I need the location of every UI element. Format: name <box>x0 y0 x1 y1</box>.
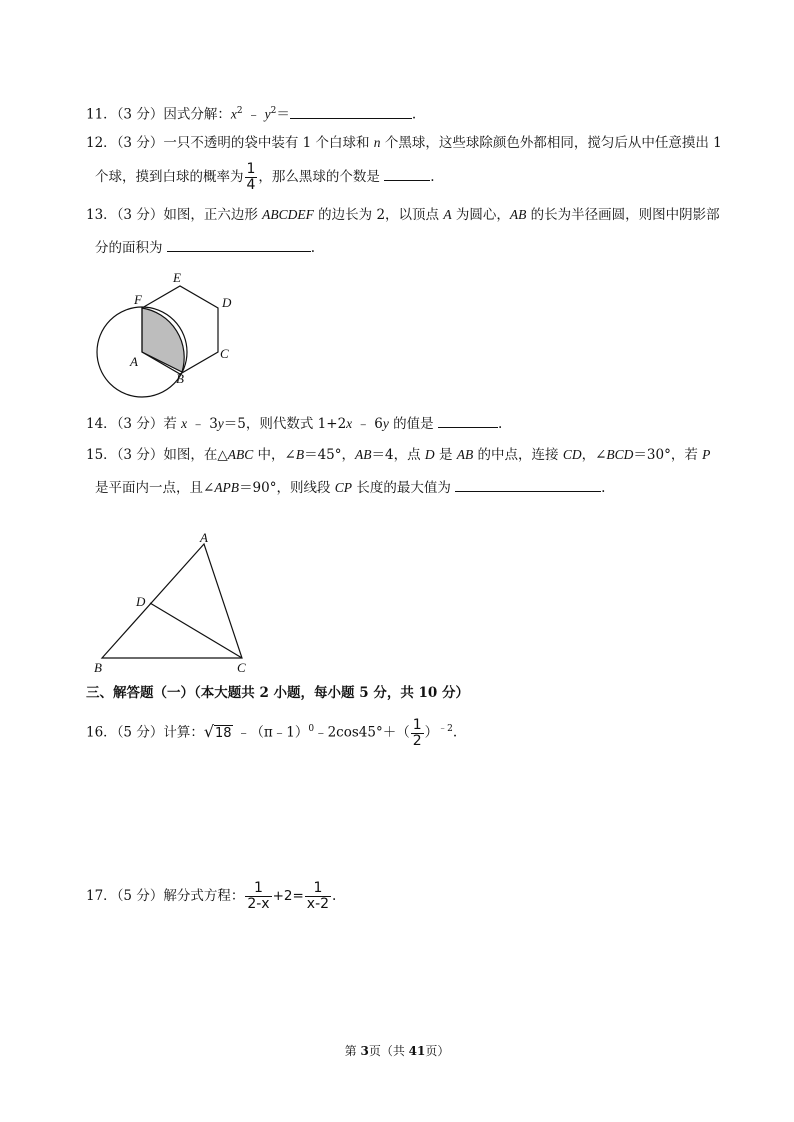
q15-line2: 是平面内一点，且∠APB＝90°，则线段 CP 长度的最大值为 . <box>95 480 606 496</box>
label-e: E <box>173 270 181 285</box>
label-a: A <box>200 530 208 545</box>
q14: 14．（3 分）若 x ﹣ 3y＝5，则代数式 1+2x ﹣ 6y 的值是 . <box>86 416 503 432</box>
label-b: B <box>94 660 102 675</box>
q12-line2: 个球，摸到白球的概率为 $\frac{1}{4}$ ，那么黑球的个数是 . <box>95 161 435 193</box>
q13-line1: 13．（3 分）如图，正六边形 ABCDEF 的边长为 2，以顶点 A 为圆心，AB 的长为半径画圆，则图中阴影部 <box>86 207 720 223</box>
hexagon-circle-figure <box>90 266 255 401</box>
q17: 17．（5 分）解分式方程： $\frac{1}{2-x}$ +2= $\frac{1}{x-2}$ . <box>86 880 337 912</box>
answer-blank[interactable] <box>384 167 430 181</box>
sqrt-18: √18 <box>203 721 232 741</box>
answer-blank[interactable] <box>290 105 412 119</box>
label-d: D <box>136 594 146 609</box>
q11: 11．（3 分）因式分解：$x^2$ ﹣ $y^2=$ . <box>86 106 417 123</box>
page-footer: 第 3页（共 41页） <box>344 1044 450 1058</box>
shaded-region <box>142 308 184 372</box>
label-c: C <box>220 346 229 361</box>
half-fraction: $\frac{1}{2}$ <box>412 716 422 749</box>
label-d: D <box>222 295 232 310</box>
triangle-abc <box>102 544 242 658</box>
answer-blank[interactable] <box>455 478 601 492</box>
q12-line1: 12．（3 分）一只不透明的袋中装有 1 个白球和 n 个黑球，这些球除颜色外都相同，搅匀后从中任意摸出 1 <box>86 135 722 151</box>
label-f: F <box>134 292 142 307</box>
fraction-1-over-x-minus-2: $\frac{1}{x-2}$ <box>306 880 330 912</box>
section-3-title: 三、解答题（一）（本大题共 2 小题，每小题 5 分，共 10 分） <box>86 685 470 701</box>
segment-cd <box>150 603 242 658</box>
answer-blank[interactable] <box>438 414 498 428</box>
q16: 16．（5 分）计算：√18 ﹣（π﹣1）$^0$﹣2cos45°＋（ $\frac{1}{2}$ ）$^{﹣2}$. <box>86 716 458 749</box>
q15-line1: 15．（3 分）如图，在△ABC 中，∠B＝45°，AB＝4，点 D 是 AB 的中点，连接 CD，∠BCD＝30°，若 P <box>86 447 711 463</box>
q13-line2: 分的面积为 . <box>95 240 316 256</box>
triangle-abc-figure <box>88 530 263 678</box>
label-a: A <box>130 354 138 369</box>
label-b: B <box>176 371 184 386</box>
label-c: C <box>237 660 246 675</box>
fraction-1-over-2-minus-x: $\frac{1}{2-x}$ <box>247 880 270 912</box>
probability-fraction: $\frac{1}{4}$ <box>246 161 256 193</box>
answer-blank[interactable] <box>167 238 311 252</box>
